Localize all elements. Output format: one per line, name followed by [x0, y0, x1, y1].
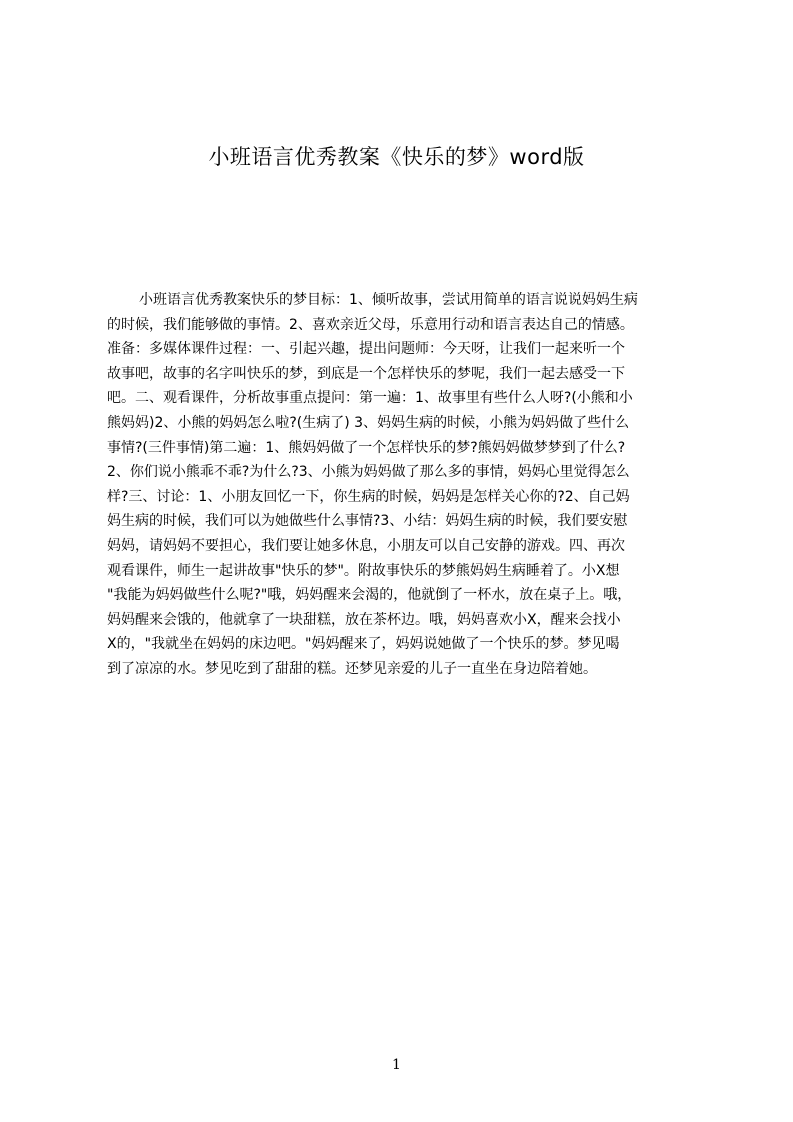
- body-line: X的，"我就坐在妈妈的床边吧。"妈妈醒来了，妈妈说她做了一个快乐的梦。梦见喝: [107, 636, 620, 653]
- body-line: 妈妈，请妈妈不要担心，我们要让她多休息，小朋友可以自己安静的游戏。四、再次: [107, 537, 625, 554]
- body-line: 妈生病的时候，我们可以为她做些什么事情?3、小结：妈妈生病的时候，我们要安慰: [107, 513, 628, 530]
- body-line: 样?三、讨论：1、小朋友回忆一下，你生病的时候，妈妈是怎样关心你的?2、自己妈: [107, 488, 630, 505]
- page-number: 1: [392, 1057, 401, 1073]
- body-line: 吧。二、观看课件，分析故事重点提问：第一遍：1、故事里有些什么人呀?(小熊和小: [107, 390, 633, 407]
- body-line: 故事吧，故事的名字叫快乐的梦，到底是一个怎样快乐的梦呢，我们一起去感受一下: [107, 365, 625, 382]
- body-line: 事情?(三件事情)第二遍：1、熊妈妈做了一个怎样快乐的梦?熊妈妈做梦梦到了什么?: [107, 439, 626, 456]
- body-line: 准备：多媒体课件过程：一、引起兴趣，提出问题师：今天呀，让我们一起来听一个: [107, 341, 625, 358]
- body-line: 观看课件，师生一起讲故事"快乐的梦"。附故事快乐的梦熊妈妈生病睡着了。小X想: [107, 562, 620, 579]
- body-line: 小班语言优秀教案快乐的梦目标：1、倾听故事，尝试用简单的语言说说妈妈生病: [139, 292, 638, 308]
- body-line: 到了凉凉的水。梦见吃到了甜甜的糕。还梦见亲爱的儿子一直坐在身边陪着她。: [107, 660, 597, 677]
- body-line: 2、你们说小熊乖不乖?为什么?3、小熊为妈妈做了那么多的事情，妈妈心里觉得怎么: [107, 464, 630, 481]
- body-line: 妈妈醒来会饿的，他就拿了一块甜糕，放在茶杯边。哦，妈妈喜欢小X，醒来会找小: [107, 611, 621, 628]
- document-title: 小班语言优秀教案《快乐的梦》word版: [208, 145, 585, 169]
- body-line: 熊妈妈)2、小熊的妈妈怎么啦?(生病了) 3、妈妈生病的时候，小熊为妈妈做了些什么: [107, 414, 630, 431]
- body-text: [107, 288, 697, 682]
- body-line: "我能为妈妈做些什么呢?"哦，妈妈醒来会渴的，他就倒了一杯水，放在桌子上。哦，: [107, 587, 632, 604]
- body-line: 的时候，我们能够做的事情。2、喜欢亲近父母，乐意用行动和语言表达自己的情感。: [107, 316, 634, 333]
